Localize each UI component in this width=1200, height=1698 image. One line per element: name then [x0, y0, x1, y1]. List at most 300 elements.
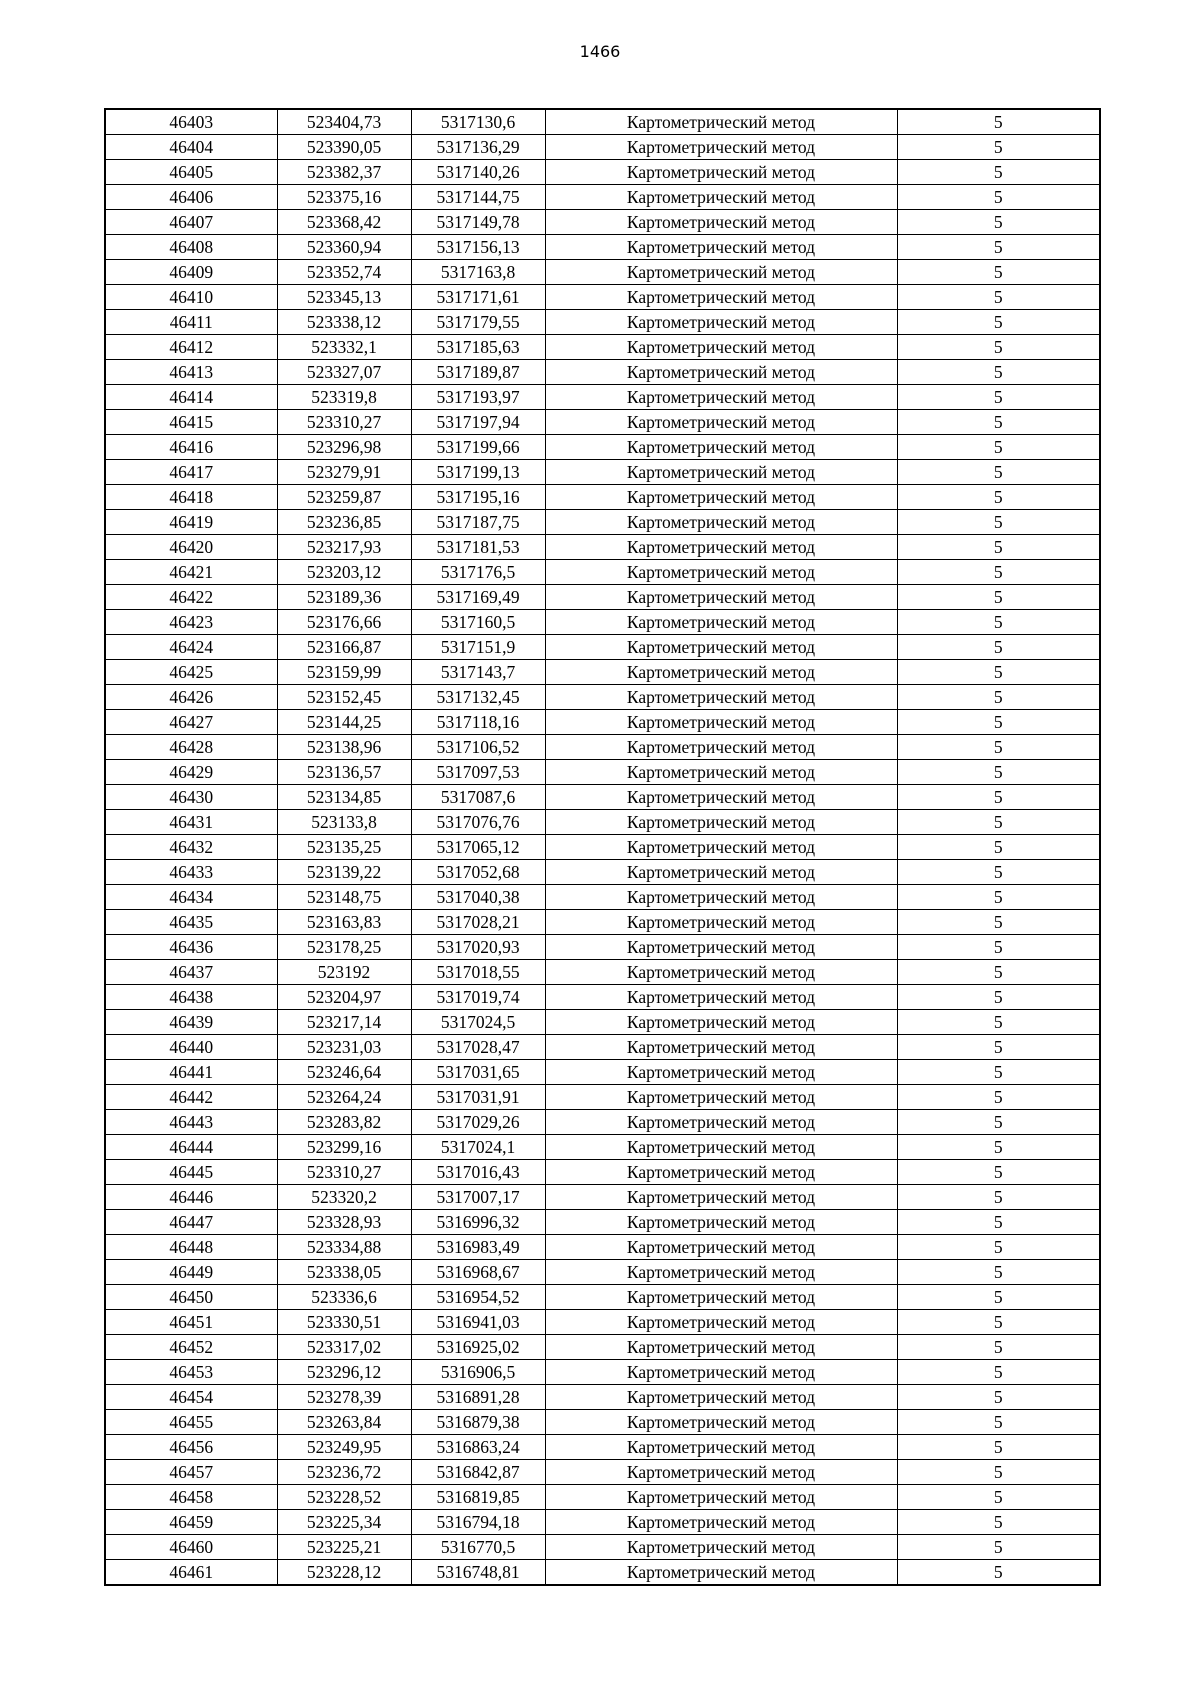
method-cell: Картометрический метод: [545, 885, 897, 910]
x-coordinate-cell: 523345,13: [277, 285, 411, 310]
point-number-cell: 46405: [105, 160, 277, 185]
accuracy-cell: 5: [897, 1110, 1100, 1135]
x-coordinate-cell: 523178,25: [277, 935, 411, 960]
y-coordinate-cell: 5317020,93: [411, 935, 545, 960]
y-coordinate-cell: 5317199,13: [411, 460, 545, 485]
method-cell: Картометрический метод: [545, 510, 897, 535]
method-cell: Картометрический метод: [545, 860, 897, 885]
y-coordinate-cell: 5317187,75: [411, 510, 545, 535]
method-cell: Картометрический метод: [545, 285, 897, 310]
accuracy-cell: 5: [897, 1435, 1100, 1460]
y-coordinate-cell: 5317132,45: [411, 685, 545, 710]
table-row: [105, 835, 1100, 860]
table-row: [105, 635, 1100, 660]
point-number-cell: 46424: [105, 635, 277, 660]
y-coordinate-cell: 5317151,9: [411, 635, 545, 660]
x-coordinate-cell: 523225,21: [277, 1535, 411, 1560]
x-coordinate-cell: 523204,97: [277, 985, 411, 1010]
method-cell: Картометрический метод: [545, 760, 897, 785]
point-number-cell: 46457: [105, 1460, 277, 1485]
accuracy-cell: 5: [897, 1210, 1100, 1235]
page-number: 1466: [579, 42, 621, 61]
y-coordinate-cell: 5317185,63: [411, 335, 545, 360]
point-number-cell: 46447: [105, 1210, 277, 1235]
y-coordinate-cell: 5317007,17: [411, 1185, 545, 1210]
point-number-cell: 46453: [105, 1360, 277, 1385]
x-coordinate-cell: 523279,91: [277, 460, 411, 485]
method-cell: Картометрический метод: [545, 385, 897, 410]
x-coordinate-cell: 523352,74: [277, 260, 411, 285]
table-row: [105, 1410, 1100, 1435]
y-coordinate-cell: 5316996,32: [411, 1210, 545, 1235]
table-row: [105, 160, 1100, 185]
x-coordinate-cell: 523176,66: [277, 610, 411, 635]
y-coordinate-cell: 5316906,5: [411, 1360, 545, 1385]
method-cell: Картометрический метод: [545, 1010, 897, 1035]
point-number-cell: 46406: [105, 185, 277, 210]
point-number-cell: 46442: [105, 1085, 277, 1110]
y-coordinate-cell: 5317031,91: [411, 1085, 545, 1110]
accuracy-cell: 5: [897, 1260, 1100, 1285]
point-number-cell: 46455: [105, 1410, 277, 1435]
method-cell: Картометрический метод: [545, 360, 897, 385]
accuracy-cell: 5: [897, 1085, 1100, 1110]
table-row: [105, 535, 1100, 560]
method-cell: Картометрический метод: [545, 1160, 897, 1185]
point-number-cell: 46407: [105, 210, 277, 235]
method-cell: Картометрический метод: [545, 1235, 897, 1260]
table-row: [105, 1485, 1100, 1510]
method-cell: Картометрический метод: [545, 685, 897, 710]
point-number-cell: 46445: [105, 1160, 277, 1185]
y-coordinate-cell: 5317024,5: [411, 1010, 545, 1035]
y-coordinate-cell: 5317199,66: [411, 435, 545, 460]
point-number-cell: 46444: [105, 1135, 277, 1160]
table-row: [105, 1535, 1100, 1560]
table-row: [105, 410, 1100, 435]
point-number-cell: 46429: [105, 760, 277, 785]
x-coordinate-cell: 523390,05: [277, 135, 411, 160]
accuracy-cell: 5: [897, 1135, 1100, 1160]
y-coordinate-cell: 5316794,18: [411, 1510, 545, 1535]
accuracy-cell: 5: [897, 860, 1100, 885]
method-cell: Картометрический метод: [545, 1210, 897, 1235]
y-coordinate-cell: 5317189,87: [411, 360, 545, 385]
y-coordinate-cell: 5317149,78: [411, 210, 545, 235]
accuracy-cell: 5: [897, 435, 1100, 460]
method-cell: Картометрический метод: [545, 135, 897, 160]
y-coordinate-cell: 5317197,94: [411, 410, 545, 435]
table-row: [105, 310, 1100, 335]
x-coordinate-cell: 523246,64: [277, 1060, 411, 1085]
table-row: [105, 735, 1100, 760]
point-number-cell: 46448: [105, 1235, 277, 1260]
table-row: [105, 960, 1100, 985]
method-cell: Картометрический метод: [545, 485, 897, 510]
y-coordinate-cell: 5317065,12: [411, 835, 545, 860]
x-coordinate-cell: 523319,8: [277, 385, 411, 410]
x-coordinate-cell: 523338,05: [277, 1260, 411, 1285]
x-coordinate-cell: 523263,84: [277, 1410, 411, 1435]
accuracy-cell: 5: [897, 660, 1100, 685]
table-row: [105, 1435, 1100, 1460]
accuracy-cell: 5: [897, 885, 1100, 910]
method-cell: Картометрический метод: [545, 210, 897, 235]
method-cell: Картометрический метод: [545, 910, 897, 935]
method-cell: Картометрический метод: [545, 335, 897, 360]
x-coordinate-cell: 523225,34: [277, 1510, 411, 1535]
table-row: [105, 1110, 1100, 1135]
point-number-cell: 46410: [105, 285, 277, 310]
accuracy-cell: 5: [897, 1235, 1100, 1260]
method-cell: Картометрический метод: [545, 435, 897, 460]
table-row: [105, 910, 1100, 935]
accuracy-cell: 5: [897, 385, 1100, 410]
method-cell: Картометрический метод: [545, 1410, 897, 1435]
method-cell: Картометрический метод: [545, 1185, 897, 1210]
accuracy-cell: 5: [897, 1060, 1100, 1085]
accuracy-cell: 5: [897, 985, 1100, 1010]
table-row: [105, 585, 1100, 610]
y-coordinate-cell: 5317156,13: [411, 235, 545, 260]
accuracy-cell: 5: [897, 1285, 1100, 1310]
accuracy-cell: 5: [897, 610, 1100, 635]
accuracy-cell: 5: [897, 109, 1100, 135]
y-coordinate-cell: 5317052,68: [411, 860, 545, 885]
table-row: [105, 985, 1100, 1010]
x-coordinate-cell: 523236,85: [277, 510, 411, 535]
method-cell: Картометрический метод: [545, 1285, 897, 1310]
accuracy-cell: 5: [897, 785, 1100, 810]
x-coordinate-cell: 523228,52: [277, 1485, 411, 1510]
x-coordinate-cell: 523375,16: [277, 185, 411, 210]
point-number-cell: 46434: [105, 885, 277, 910]
point-number-cell: 46437: [105, 960, 277, 985]
x-coordinate-cell: 523166,87: [277, 635, 411, 660]
method-cell: Картометрический метод: [545, 1460, 897, 1485]
accuracy-cell: 5: [897, 160, 1100, 185]
accuracy-cell: 5: [897, 835, 1100, 860]
point-number-cell: 46430: [105, 785, 277, 810]
point-number-cell: 46446: [105, 1185, 277, 1210]
x-coordinate-cell: 523139,22: [277, 860, 411, 885]
accuracy-cell: 5: [897, 710, 1100, 735]
accuracy-cell: 5: [897, 185, 1100, 210]
y-coordinate-cell: 5316863,24: [411, 1435, 545, 1460]
x-coordinate-cell: 523328,93: [277, 1210, 411, 1235]
x-coordinate-cell: 523317,02: [277, 1335, 411, 1360]
method-cell: Картометрический метод: [545, 610, 897, 635]
accuracy-cell: 5: [897, 810, 1100, 835]
table-row: [105, 1360, 1100, 1385]
y-coordinate-cell: 5317169,49: [411, 585, 545, 610]
method-cell: Картометрический метод: [545, 710, 897, 735]
point-number-cell: 46416: [105, 435, 277, 460]
method-cell: Картометрический метод: [545, 109, 897, 135]
point-number-cell: 46436: [105, 935, 277, 960]
method-cell: Картометрический метод: [545, 560, 897, 585]
accuracy-cell: 5: [897, 485, 1100, 510]
x-coordinate-cell: 523152,45: [277, 685, 411, 710]
y-coordinate-cell: 5317163,8: [411, 260, 545, 285]
y-coordinate-cell: 5317076,76: [411, 810, 545, 835]
point-number-cell: 46461: [105, 1560, 277, 1586]
table-row: [105, 235, 1100, 260]
accuracy-cell: 5: [897, 460, 1100, 485]
x-coordinate-cell: 523310,27: [277, 410, 411, 435]
point-number-cell: 46454: [105, 1385, 277, 1410]
accuracy-cell: 5: [897, 960, 1100, 985]
point-number-cell: 46460: [105, 1535, 277, 1560]
accuracy-cell: 5: [897, 285, 1100, 310]
point-number-cell: 46449: [105, 1260, 277, 1285]
y-coordinate-cell: 5317181,53: [411, 535, 545, 560]
table-row: [105, 285, 1100, 310]
point-number-cell: 46408: [105, 235, 277, 260]
point-number-cell: 46456: [105, 1435, 277, 1460]
point-number-cell: 46431: [105, 810, 277, 835]
accuracy-cell: 5: [897, 410, 1100, 435]
accuracy-cell: 5: [897, 635, 1100, 660]
point-number-cell: 46417: [105, 460, 277, 485]
point-number-cell: 46451: [105, 1310, 277, 1335]
point-number-cell: 46403: [105, 109, 277, 135]
x-coordinate-cell: 523296,12: [277, 1360, 411, 1385]
accuracy-cell: 5: [897, 535, 1100, 560]
method-cell: Картометрический метод: [545, 1085, 897, 1110]
table-row: [105, 260, 1100, 285]
y-coordinate-cell: 5317018,55: [411, 960, 545, 985]
method-cell: Картометрический метод: [545, 1110, 897, 1135]
table-row: [105, 360, 1100, 385]
accuracy-cell: 5: [897, 685, 1100, 710]
y-coordinate-cell: 5316842,87: [411, 1460, 545, 1485]
y-coordinate-cell: 5317136,29: [411, 135, 545, 160]
x-coordinate-cell: 523404,73: [277, 109, 411, 135]
x-coordinate-cell: 523189,36: [277, 585, 411, 610]
point-number-cell: 46423: [105, 610, 277, 635]
x-coordinate-cell: 523368,42: [277, 210, 411, 235]
point-number-cell: 46421: [105, 560, 277, 585]
y-coordinate-cell: 5317195,16: [411, 485, 545, 510]
accuracy-cell: 5: [897, 1035, 1100, 1060]
method-cell: Картометрический метод: [545, 1560, 897, 1586]
table-row: [105, 485, 1100, 510]
accuracy-cell: 5: [897, 1560, 1100, 1586]
table-row: [105, 1560, 1100, 1586]
y-coordinate-cell: 5317144,75: [411, 185, 545, 210]
y-coordinate-cell: 5317179,55: [411, 310, 545, 335]
x-coordinate-cell: 523203,12: [277, 560, 411, 585]
table-row: [105, 685, 1100, 710]
x-coordinate-cell: 523382,37: [277, 160, 411, 185]
x-coordinate-cell: 523330,51: [277, 1310, 411, 1335]
x-coordinate-cell: 523310,27: [277, 1160, 411, 1185]
point-number-cell: 46414: [105, 385, 277, 410]
point-number-cell: 46426: [105, 685, 277, 710]
accuracy-cell: 5: [897, 1185, 1100, 1210]
x-coordinate-cell: 523133,8: [277, 810, 411, 835]
accuracy-cell: 5: [897, 1410, 1100, 1435]
accuracy-cell: 5: [897, 235, 1100, 260]
coordinates-table-body: [105, 109, 1100, 1585]
x-coordinate-cell: 523332,1: [277, 335, 411, 360]
accuracy-cell: 5: [897, 585, 1100, 610]
y-coordinate-cell: 5317193,97: [411, 385, 545, 410]
y-coordinate-cell: 5317171,61: [411, 285, 545, 310]
point-number-cell: 46435: [105, 910, 277, 935]
table-row: [105, 1135, 1100, 1160]
table-row: [105, 610, 1100, 635]
accuracy-cell: 5: [897, 1535, 1100, 1560]
y-coordinate-cell: 5317028,47: [411, 1035, 545, 1060]
accuracy-cell: 5: [897, 1335, 1100, 1360]
table-row: [105, 1060, 1100, 1085]
table-row: [105, 1085, 1100, 1110]
accuracy-cell: 5: [897, 260, 1100, 285]
x-coordinate-cell: 523236,72: [277, 1460, 411, 1485]
method-cell: Картометрический метод: [545, 1435, 897, 1460]
accuracy-cell: 5: [897, 1460, 1100, 1485]
table-row: [105, 1160, 1100, 1185]
x-coordinate-cell: 523163,83: [277, 910, 411, 935]
method-cell: Картометрический метод: [545, 735, 897, 760]
table-row: [105, 510, 1100, 535]
method-cell: Картометрический метод: [545, 635, 897, 660]
y-coordinate-cell: 5316954,52: [411, 1285, 545, 1310]
method-cell: Картометрический метод: [545, 785, 897, 810]
method-cell: Картометрический метод: [545, 185, 897, 210]
y-coordinate-cell: 5317118,16: [411, 710, 545, 735]
y-coordinate-cell: 5317097,53: [411, 760, 545, 785]
method-cell: Картометрический метод: [545, 410, 897, 435]
x-coordinate-cell: 523299,16: [277, 1135, 411, 1160]
method-cell: Картометрический метод: [545, 835, 897, 860]
method-cell: Картометрический метод: [545, 660, 897, 685]
method-cell: Картометрический метод: [545, 1485, 897, 1510]
accuracy-cell: 5: [897, 210, 1100, 235]
point-number-cell: 46419: [105, 510, 277, 535]
method-cell: Картометрический метод: [545, 985, 897, 1010]
accuracy-cell: 5: [897, 335, 1100, 360]
method-cell: Картометрический метод: [545, 585, 897, 610]
table-row: [105, 560, 1100, 585]
y-coordinate-cell: 5316879,38: [411, 1410, 545, 1435]
y-coordinate-cell: 5317024,1: [411, 1135, 545, 1160]
table-row: [105, 1185, 1100, 1210]
table-row: [105, 935, 1100, 960]
y-coordinate-cell: 5317087,6: [411, 785, 545, 810]
accuracy-cell: 5: [897, 760, 1100, 785]
table-row: [105, 1510, 1100, 1535]
method-cell: Картометрический метод: [545, 1535, 897, 1560]
x-coordinate-cell: 523192: [277, 960, 411, 985]
accuracy-cell: 5: [897, 560, 1100, 585]
accuracy-cell: 5: [897, 735, 1100, 760]
method-cell: Картометрический метод: [545, 960, 897, 985]
x-coordinate-cell: 523159,99: [277, 660, 411, 685]
accuracy-cell: 5: [897, 1160, 1100, 1185]
x-coordinate-cell: 523338,12: [277, 310, 411, 335]
y-coordinate-cell: 5317176,5: [411, 560, 545, 585]
method-cell: Картометрический метод: [545, 460, 897, 485]
table-row: [105, 460, 1100, 485]
y-coordinate-cell: 5317040,38: [411, 885, 545, 910]
y-coordinate-cell: 5316941,03: [411, 1310, 545, 1335]
x-coordinate-cell: 523217,93: [277, 535, 411, 560]
table-row: [105, 385, 1100, 410]
table-row: [105, 710, 1100, 735]
x-coordinate-cell: 523249,95: [277, 1435, 411, 1460]
x-coordinate-cell: 523320,2: [277, 1185, 411, 1210]
method-cell: Картометрический метод: [545, 1035, 897, 1060]
table-row: [105, 760, 1100, 785]
accuracy-cell: 5: [897, 935, 1100, 960]
accuracy-cell: 5: [897, 1360, 1100, 1385]
method-cell: Картометрический метод: [545, 1260, 897, 1285]
point-number-cell: 46420: [105, 535, 277, 560]
table-row: [105, 860, 1100, 885]
y-coordinate-cell: 5317029,26: [411, 1110, 545, 1135]
x-coordinate-cell: 523259,87: [277, 485, 411, 510]
x-coordinate-cell: 523135,25: [277, 835, 411, 860]
table-row: [105, 335, 1100, 360]
accuracy-cell: 5: [897, 1385, 1100, 1410]
method-cell: Картометрический метод: [545, 1360, 897, 1385]
y-coordinate-cell: 5316770,5: [411, 1535, 545, 1560]
y-coordinate-cell: 5316748,81: [411, 1560, 545, 1586]
point-number-cell: 46443: [105, 1110, 277, 1135]
method-cell: Картометрический метод: [545, 1310, 897, 1335]
point-number-cell: 46441: [105, 1060, 277, 1085]
method-cell: Картометрический метод: [545, 1335, 897, 1360]
x-coordinate-cell: 523134,85: [277, 785, 411, 810]
y-coordinate-cell: 5317130,6: [411, 109, 545, 135]
point-number-cell: 46427: [105, 710, 277, 735]
coordinates-table: [104, 108, 1101, 1586]
method-cell: Картометрический метод: [545, 935, 897, 960]
x-coordinate-cell: 523136,57: [277, 760, 411, 785]
method-cell: Картометрический метод: [545, 260, 897, 285]
point-number-cell: 46439: [105, 1010, 277, 1035]
y-coordinate-cell: 5316925,02: [411, 1335, 545, 1360]
x-coordinate-cell: 523231,03: [277, 1035, 411, 1060]
point-number-cell: 46440: [105, 1035, 277, 1060]
table-row: [105, 660, 1100, 685]
accuracy-cell: 5: [897, 135, 1100, 160]
accuracy-cell: 5: [897, 310, 1100, 335]
point-number-cell: 46433: [105, 860, 277, 885]
point-number-cell: 46413: [105, 360, 277, 385]
method-cell: Картометрический метод: [545, 535, 897, 560]
point-number-cell: 46432: [105, 835, 277, 860]
table-row: [105, 1260, 1100, 1285]
point-number-cell: 46428: [105, 735, 277, 760]
accuracy-cell: 5: [897, 910, 1100, 935]
x-coordinate-cell: 523148,75: [277, 885, 411, 910]
point-number-cell: 46422: [105, 585, 277, 610]
table-row: [105, 135, 1100, 160]
y-coordinate-cell: 5317160,5: [411, 610, 545, 635]
method-cell: Картометрический метод: [545, 235, 897, 260]
table-row: [105, 1010, 1100, 1035]
point-number-cell: 46415: [105, 410, 277, 435]
x-coordinate-cell: 523217,14: [277, 1010, 411, 1035]
table-row: [105, 1210, 1100, 1235]
accuracy-cell: 5: [897, 1510, 1100, 1535]
table-row: [105, 1335, 1100, 1360]
method-cell: Картометрический метод: [545, 1135, 897, 1160]
